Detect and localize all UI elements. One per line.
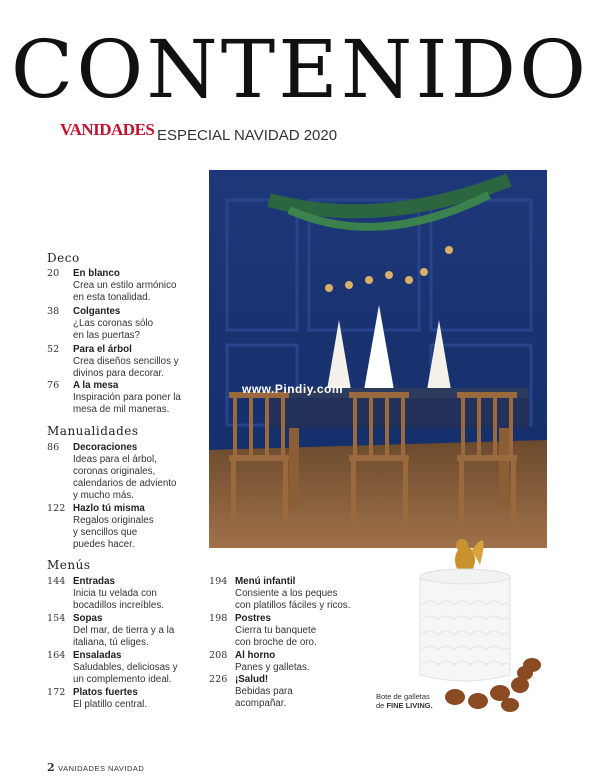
entry-title: Postres <box>235 613 271 624</box>
entry-title: Decoraciones <box>73 442 138 453</box>
entry-title: Sopas <box>73 613 103 624</box>
page-number: 172 <box>47 687 66 698</box>
entry-title: Para el árbol <box>73 344 132 355</box>
entry-description: Crea diseños sencillos y divinos para decorar. <box>73 356 179 379</box>
caption-text: Bote de galletas de <box>376 692 430 710</box>
entry-title: Menú infantil <box>235 576 296 587</box>
edition-label: ESPECIAL NAVIDAD 2020 <box>157 127 338 144</box>
page-number: 52 <box>47 344 60 355</box>
entry-description: Crea un estilo armónico en esta tonalidad. <box>73 280 177 303</box>
dining-room-illustration <box>209 170 547 548</box>
entry-description: Ideas para el árbol, coronas originales, calendarios de adviento y mucho más. <box>73 454 177 501</box>
dining-room-photo <box>209 170 547 548</box>
section-title-manualidades: Manualidades <box>47 424 139 438</box>
page-footer <box>47 761 144 774</box>
entry-title: A la mesa <box>73 380 119 391</box>
page-number: 20 <box>47 268 60 279</box>
footer-page-number: 2 <box>47 761 56 774</box>
entry-description: Inspiración para poner la mesa de mil maneras. <box>73 392 181 415</box>
page-number: 194 <box>209 576 228 587</box>
page-number: 164 <box>47 650 66 661</box>
entry-description: Cierra tu banquete con broche de oro. <box>235 625 317 648</box>
caption-brand: FINE LIVING. <box>386 701 433 710</box>
entry-description: Consiente a los peques con platillos fáciles y ricos. <box>235 588 351 611</box>
section-title-menus: Menús <box>47 558 91 572</box>
page-number: 144 <box>47 576 66 587</box>
entry-title: Platos fuertes <box>73 687 138 698</box>
page-title: CONTENIDO <box>10 23 590 116</box>
page-number: 122 <box>47 503 66 514</box>
entry-title: En blanco <box>73 268 120 279</box>
brand-logo: VANIDADES <box>60 120 155 139</box>
page-number: 208 <box>209 650 228 661</box>
entry-title: Entradas <box>73 576 115 587</box>
page-number: 86 <box>47 442 60 453</box>
entry-description: ¿Las coronas sólo en las puertas? <box>73 318 154 341</box>
entry-description: Del mar, de tierra y a la italiana, tú eliges. <box>73 625 175 648</box>
watermark: www.Pindiy.com <box>242 382 344 396</box>
entry-title: Colgantes <box>73 306 121 317</box>
entry-description: Bebidas para acompañar. <box>235 686 293 709</box>
page-number: 38 <box>47 306 60 317</box>
page-number: 154 <box>47 613 66 624</box>
page-number: 76 <box>47 380 60 391</box>
entry-description: Inicia tu velada con bocadillos increíbles. <box>73 588 164 611</box>
entry-title: Ensaladas <box>73 650 122 661</box>
section-title-deco: Deco <box>47 251 80 265</box>
image-caption <box>376 692 433 710</box>
entry-title: Al horno <box>235 650 276 661</box>
page-number: 226 <box>209 674 228 685</box>
entry-description: Regalos originales y sencillos que puedes hacer. <box>73 515 154 550</box>
page-number: 198 <box>209 613 228 624</box>
entry-title: ¡Salud! <box>235 674 269 685</box>
entry-description: El platillo central. <box>73 699 148 710</box>
entry-title: Hazlo tú misma <box>73 503 145 514</box>
cookie-jar-image <box>410 515 560 715</box>
entry-description: Panes y galletas. <box>235 662 310 673</box>
entry-description: Saludables, deliciosas y un complemento ideal. <box>73 662 178 685</box>
footer-label: VANIDADES NAVIDAD <box>58 764 145 773</box>
